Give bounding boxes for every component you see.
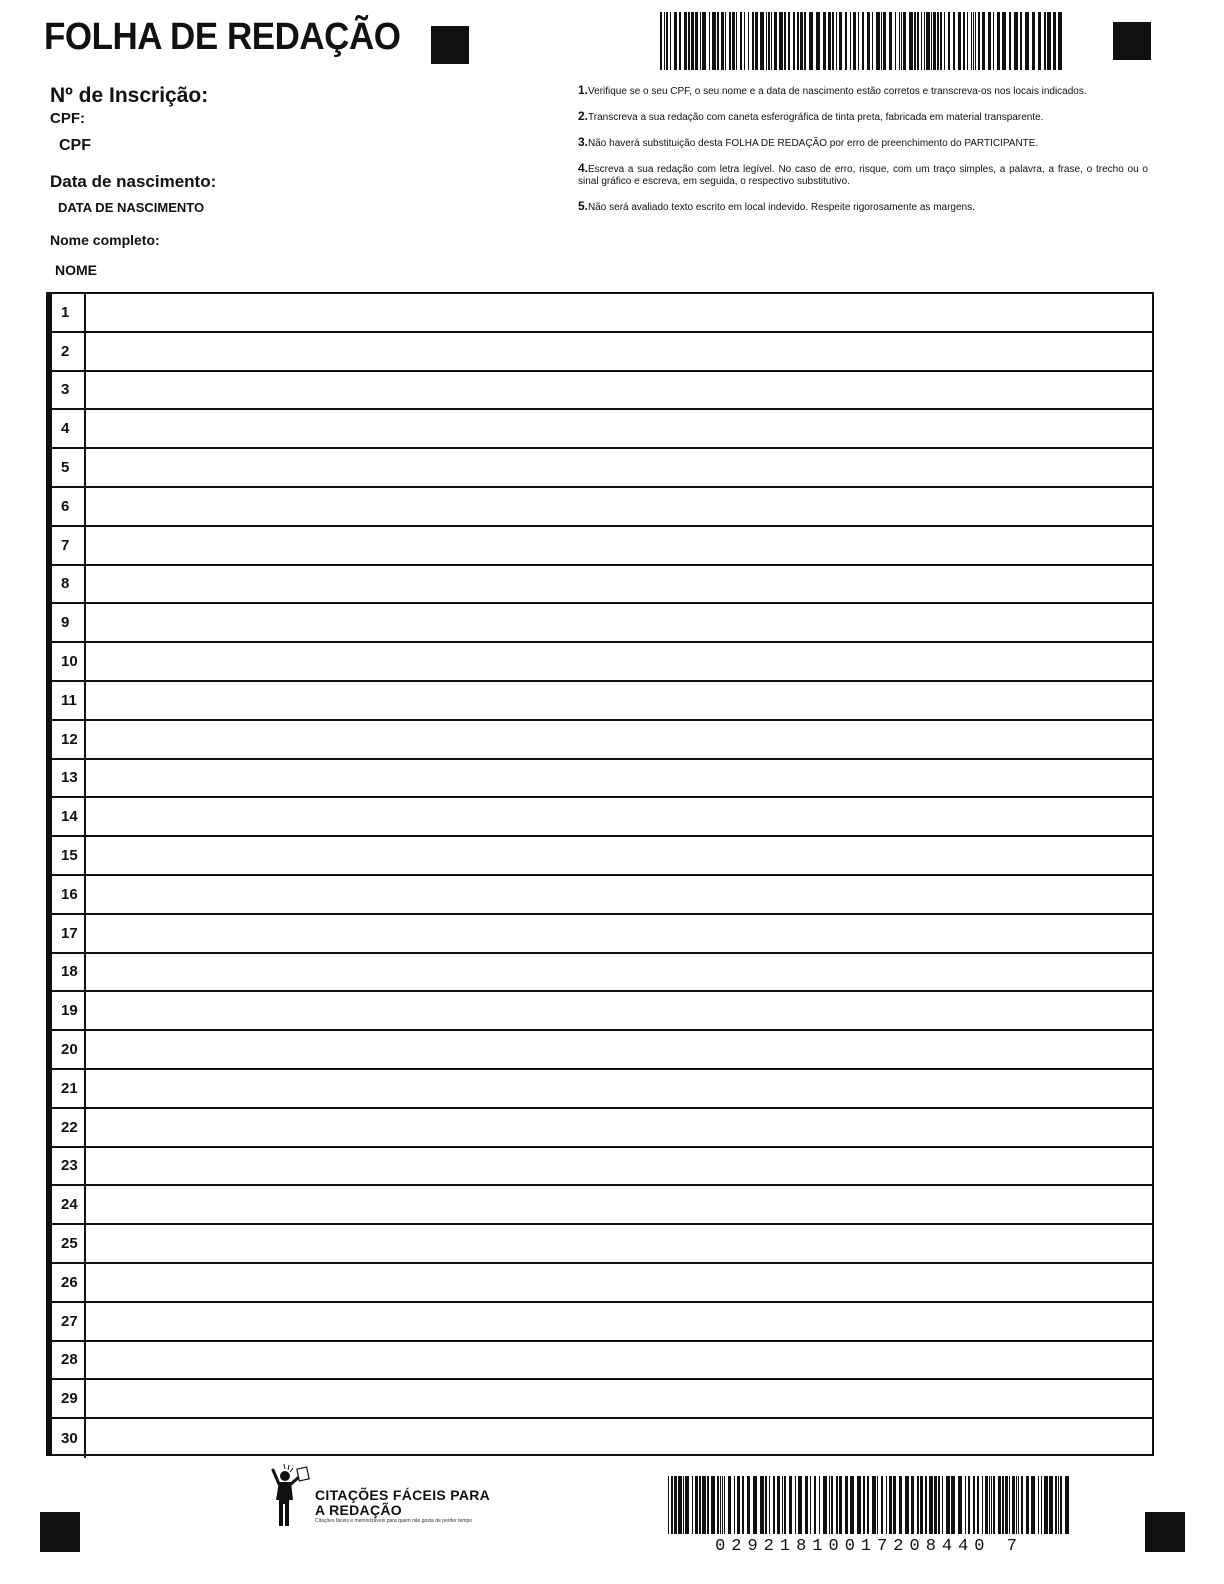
line-number: 18 <box>52 954 86 991</box>
barcode-bar <box>925 1476 927 1534</box>
barcode-bar <box>1058 1476 1059 1534</box>
barcode-bar <box>867 12 870 70</box>
writing-line[interactable] <box>48 992 1152 1031</box>
barcode-bar <box>678 1476 682 1534</box>
barcode-bar <box>774 12 777 70</box>
barcode-bar <box>809 12 813 70</box>
barcode-bar <box>982 1476 983 1534</box>
barcode-bar <box>850 12 851 70</box>
barcode-bar <box>1047 12 1051 70</box>
barcode-bar <box>664 12 665 70</box>
barcode-bar <box>901 12 902 70</box>
barcode-bar <box>982 12 985 70</box>
barcode-bar <box>744 12 745 70</box>
cpf-value: CPF <box>59 137 91 154</box>
barcode-bar <box>1012 1476 1015 1534</box>
writing-line[interactable] <box>48 643 1152 682</box>
writing-line[interactable] <box>48 488 1152 527</box>
name-value: NOME <box>55 262 97 278</box>
barcode-bar <box>784 12 786 70</box>
barcode-bar <box>917 1476 919 1534</box>
barcode-bar <box>666 12 668 70</box>
barcode-bar <box>988 12 991 70</box>
barcode-bar <box>736 12 737 70</box>
barcode-bar <box>977 1476 979 1534</box>
barcode-bar <box>920 1476 923 1534</box>
barcode-bar <box>779 12 783 70</box>
barcode-bar <box>816 12 820 70</box>
barcode-bar <box>881 12 882 70</box>
barcode-bar <box>823 1476 827 1534</box>
barcode-bar <box>831 1476 833 1534</box>
barcode-bar <box>711 1476 715 1534</box>
instruction-item: 2.Transcreva a sua redação com caneta esferográfica de tinta preta, fabricada em material transparente. <box>578 109 1044 123</box>
barcode-bar <box>728 1476 731 1534</box>
barcode-bar <box>717 12 719 70</box>
barcode-bar <box>877 1476 878 1534</box>
barcode-bar <box>985 1476 988 1534</box>
barcode-bar <box>1020 12 1022 70</box>
line-number: 15 <box>52 837 86 874</box>
barcode-bar <box>839 12 842 70</box>
cpf-label: CPF: <box>50 110 85 127</box>
line-number: 4 <box>52 410 86 447</box>
writing-area <box>46 292 1154 1456</box>
barcode-bar <box>737 1476 740 1534</box>
barcode-bar <box>683 1476 684 1534</box>
registration-mark-top-left <box>431 26 469 64</box>
barcode-bar <box>991 1476 992 1534</box>
barcode-bar <box>895 12 896 70</box>
barcode-bar <box>953 12 955 70</box>
barcode-bar <box>1065 1476 1069 1534</box>
barcode-bar <box>893 1476 896 1534</box>
brand-tagline: Citações fáceis e memorizáveis para quem não gosta de perder tempo <box>315 1518 473 1524</box>
barcode-bar <box>909 12 913 70</box>
barcode-bar <box>921 12 922 70</box>
barcode-bar <box>720 1476 721 1534</box>
barcode-bar <box>1041 1476 1042 1534</box>
barcode-bar <box>702 12 706 70</box>
barcode-bar <box>917 12 919 70</box>
instruction-item: 5.Não será avaliado texto escrito em local indevido. Respeite rigorosamente as margens. <box>578 199 975 213</box>
writing-line[interactable] <box>48 915 1152 954</box>
barcode-bar <box>926 12 930 70</box>
barcode-bar <box>1060 1476 1062 1534</box>
line-number: 27 <box>52 1303 86 1340</box>
writing-line[interactable] <box>48 954 1152 993</box>
barcode-bar <box>671 1476 673 1534</box>
barcode-bar <box>883 12 886 70</box>
writing-line[interactable] <box>48 1380 1152 1419</box>
barcode-bar <box>1026 1476 1029 1534</box>
writing-line[interactable] <box>48 798 1152 837</box>
barcode-bar <box>1014 12 1018 70</box>
barcode-bar <box>876 12 880 70</box>
barcode-bar <box>755 12 758 70</box>
line-number: 7 <box>52 527 86 564</box>
barcode-bar <box>965 1476 966 1534</box>
barcode-bar <box>829 1476 830 1534</box>
barcode-bar <box>850 1476 854 1534</box>
barcode-bar <box>931 12 932 70</box>
barcode-bar <box>729 12 731 70</box>
barcode-bar <box>1031 1476 1035 1534</box>
line-number: 26 <box>52 1264 86 1301</box>
barcode-bar <box>993 12 994 70</box>
barcode-bar <box>684 12 687 70</box>
line-number: 20 <box>52 1031 86 1068</box>
barcode-bar <box>1055 1476 1057 1534</box>
barcode-bar <box>929 1476 933 1534</box>
writing-line[interactable] <box>48 566 1152 605</box>
barcode-bar <box>958 1476 962 1534</box>
barcode-bar <box>944 12 945 70</box>
barcode-bar <box>973 1476 975 1534</box>
barcode-bar <box>836 1476 838 1534</box>
barcode-bar <box>797 12 799 70</box>
barcode-bar <box>709 12 710 70</box>
barcode-bar <box>973 12 974 70</box>
barcode-bar <box>724 1476 725 1534</box>
registration-mark-bottom-right <box>1145 1512 1185 1552</box>
writing-line[interactable] <box>48 760 1152 799</box>
barcode-number: 02921810017208440 7 <box>715 1537 1023 1556</box>
barcode-bar <box>989 1476 990 1534</box>
barcode-bar <box>819 1476 820 1534</box>
barcode-bar <box>971 12 972 70</box>
barcode-bar <box>700 12 701 70</box>
barcode-bar <box>685 1476 689 1534</box>
barcode-bar <box>768 12 770 70</box>
barcode-bar <box>1025 12 1029 70</box>
barcode-bar <box>881 1476 883 1534</box>
barcode-bar <box>752 12 754 70</box>
writing-line[interactable] <box>48 1186 1152 1225</box>
line-number: 30 <box>52 1419 86 1458</box>
barcode-bar <box>1053 12 1056 70</box>
barcode-bar <box>734 1476 735 1534</box>
barcode-bar <box>899 12 900 70</box>
barcode-bar <box>1038 1476 1039 1534</box>
barcode-bar <box>742 1476 744 1534</box>
barcode-bar <box>998 1476 1001 1534</box>
barcode-bar <box>905 1476 909 1534</box>
barcode-bar <box>1058 12 1062 70</box>
barcode-bar <box>832 12 834 70</box>
barcode-bar <box>934 1476 937 1534</box>
inscricao-label: Nº de Inscrição: <box>50 84 209 107</box>
writing-line[interactable] <box>48 372 1152 411</box>
barcode-bar <box>951 1476 955 1534</box>
barcode-bar <box>692 1476 693 1534</box>
line-number: 6 <box>52 488 86 525</box>
barcode-bar <box>722 1476 723 1534</box>
barcode-bar <box>760 1476 764 1534</box>
writing-line[interactable] <box>48 1264 1152 1303</box>
barcode-bar <box>788 12 790 70</box>
line-number: 14 <box>52 798 86 835</box>
writing-line[interactable] <box>48 721 1152 760</box>
barcode-bar <box>771 12 772 70</box>
writing-line[interactable] <box>48 1148 1152 1187</box>
barcode-bar <box>938 1476 940 1534</box>
instruction-item: 4.Escreva a sua redação com letra legível. No caso de erro, risque, com um traço simples, a palavra, a frase, o trecho ou o sinal gráfico e escreva, em seguida, o respectivo substitutivo. <box>578 161 1148 187</box>
barcode-bar <box>769 1476 770 1534</box>
barcode-bar <box>804 12 806 70</box>
barcode-bar <box>1018 1476 1019 1534</box>
barcode-bar <box>1049 1476 1053 1534</box>
barcode-bar <box>748 12 749 70</box>
name-label: Nome completo: <box>50 232 160 248</box>
writing-line[interactable] <box>48 1419 1152 1458</box>
barcode-bar <box>963 12 965 70</box>
barcode-bar <box>853 12 856 70</box>
barcode-bar <box>1002 1476 1004 1534</box>
line-number: 23 <box>52 1148 86 1185</box>
barcode-bar <box>1016 1476 1017 1534</box>
barcode-bar <box>1021 1476 1023 1534</box>
barcode-bar <box>1044 1476 1048 1534</box>
writing-line[interactable] <box>48 1109 1152 1148</box>
barcode-top <box>660 12 1062 70</box>
barcode-bar <box>782 1476 783 1534</box>
barcode-bar <box>660 12 662 70</box>
barcode-bar <box>997 12 1000 70</box>
barcode-bar <box>858 12 859 70</box>
line-number: 16 <box>52 876 86 913</box>
instruction-item: 1.Verifique se o seu CPF, o seu nome e a data de nascimento estão corretos e transcreva-os nos locais indicados. <box>578 83 1087 97</box>
barcode-bar <box>674 12 677 70</box>
barcode-bar <box>968 1476 970 1534</box>
writing-line[interactable] <box>48 1225 1152 1264</box>
barcode-bar <box>695 1476 698 1534</box>
line-number: 5 <box>52 449 86 486</box>
line-number: 8 <box>52 566 86 603</box>
barcode-bar <box>721 12 724 70</box>
line-number: 22 <box>52 1109 86 1146</box>
instruction-item: 3.Não haverá substituição desta FOLHA DE REDAÇÃO por erro de preenchimento do PARTICIPANTE. <box>578 135 1039 149</box>
writing-line[interactable] <box>48 294 1152 333</box>
barcode-bar <box>911 1476 914 1534</box>
barcode-bar <box>670 12 671 70</box>
writing-line[interactable] <box>48 333 1152 372</box>
barcode-bar <box>1009 1476 1010 1534</box>
barcode-bar <box>872 12 873 70</box>
barcode-bar <box>993 1476 995 1534</box>
barcode-bar <box>889 12 892 70</box>
barcode-bar <box>914 12 916 70</box>
barcode-bar <box>958 12 961 70</box>
barcode-bar <box>766 12 767 70</box>
barcode-bar <box>845 1476 848 1534</box>
barcode-bar <box>1044 12 1046 70</box>
barcode-bar <box>707 1476 709 1534</box>
barcode-bar <box>702 1476 706 1534</box>
barcode-bar <box>924 12 925 70</box>
line-number: 29 <box>52 1380 86 1417</box>
line-number: 21 <box>52 1070 86 1107</box>
barcode-bar <box>863 1476 865 1534</box>
barcode-bar <box>805 1476 808 1534</box>
barcode-bar <box>798 1476 802 1534</box>
person-holding-paper-icon <box>270 1462 312 1530</box>
barcode-bar <box>784 1476 786 1534</box>
line-number: 9 <box>52 604 86 641</box>
barcode-bar <box>839 1476 842 1534</box>
line-number: 2 <box>52 333 86 370</box>
brand-title: CITAÇÕES FÁCEIS PARA A REDAÇÃO <box>315 1487 491 1518</box>
barcode-bar <box>777 1476 780 1534</box>
barcode-bar <box>800 12 803 70</box>
barcode-bar <box>942 1476 943 1534</box>
writing-line[interactable] <box>48 837 1152 876</box>
writing-line[interactable] <box>48 1070 1152 1109</box>
barcode-bar <box>674 1476 677 1534</box>
line-number: 10 <box>52 643 86 680</box>
barcode-bar <box>740 12 742 70</box>
barcode-bar <box>948 12 950 70</box>
line-number: 19 <box>52 992 86 1029</box>
writing-line[interactable] <box>48 410 1152 449</box>
barcode-bar <box>789 1476 792 1534</box>
barcode-bar <box>946 1476 950 1534</box>
barcode-bar <box>845 12 847 70</box>
barcode-bar <box>732 12 735 70</box>
writing-line[interactable] <box>48 1303 1152 1342</box>
barcode-bar <box>814 1476 816 1534</box>
barcode-bar <box>857 1476 861 1534</box>
writing-line[interactable] <box>48 1031 1152 1070</box>
barcode-bar <box>872 1476 876 1534</box>
dob-label: Data de nascimento: <box>50 172 217 191</box>
barcode-bar <box>760 12 764 70</box>
barcode-bar <box>1032 12 1035 70</box>
line-number: 3 <box>52 372 86 409</box>
barcode-bar <box>688 12 690 70</box>
barcode-bar <box>978 12 980 70</box>
barcode-bar <box>765 1476 767 1534</box>
barcode-bar <box>679 12 681 70</box>
line-number: 25 <box>52 1225 86 1262</box>
barcode-bar <box>889 1476 892 1534</box>
line-number: 12 <box>52 721 86 758</box>
page-title: FOLHA DE REDAÇÃO <box>44 16 401 58</box>
writing-line[interactable] <box>48 682 1152 721</box>
writing-line[interactable] <box>48 527 1152 566</box>
barcode-bar <box>899 1476 902 1534</box>
dob-value: DATA DE NASCIMENTO <box>58 200 205 215</box>
registration-mark-bottom-left <box>40 1512 80 1552</box>
barcode-bar <box>773 1476 775 1534</box>
barcode-bar <box>695 12 698 70</box>
barcode-bar <box>886 1476 887 1534</box>
barcode-bar <box>1005 1476 1008 1534</box>
line-number: 28 <box>52 1342 86 1379</box>
barcode-bar <box>691 12 694 70</box>
barcode-bar <box>747 1476 750 1534</box>
barcode-bar <box>823 12 826 70</box>
barcode-bar <box>1009 12 1011 70</box>
barcode-bar <box>1038 12 1041 70</box>
barcode-bar <box>933 12 936 70</box>
line-number: 17 <box>52 915 86 952</box>
writing-line[interactable] <box>48 604 1152 643</box>
barcode-bar <box>668 1476 669 1534</box>
barcode-bar <box>725 12 726 70</box>
barcode-bar <box>940 12 942 70</box>
barcode-bar <box>810 1476 811 1534</box>
barcode-bar <box>753 1476 757 1534</box>
line-number: 11 <box>52 682 86 719</box>
barcode-bar <box>975 12 976 70</box>
barcode-bar <box>967 12 968 70</box>
line-number: 24 <box>52 1186 86 1223</box>
registration-mark-top-right <box>1113 22 1151 60</box>
barcode-bar <box>836 12 837 70</box>
barcode-bar <box>1002 12 1006 70</box>
barcode-bar <box>867 1476 869 1534</box>
barcode-bar <box>793 12 795 70</box>
writing-line[interactable] <box>48 449 1152 488</box>
barcode-bar <box>903 12 906 70</box>
writing-line[interactable] <box>48 876 1152 915</box>
instructions-list <box>578 84 1148 226</box>
barcode-bar <box>699 1476 701 1534</box>
barcode-bar <box>828 12 831 70</box>
barcode-bar <box>937 12 939 70</box>
barcode-bar <box>717 1476 719 1534</box>
line-number: 1 <box>52 294 86 331</box>
line-number: 13 <box>52 760 86 797</box>
barcode-bar <box>862 12 864 70</box>
barcode-bar <box>712 12 716 70</box>
barcode-bottom <box>668 1476 1070 1534</box>
writing-line[interactable] <box>48 1342 1152 1381</box>
barcode-bar <box>795 1476 796 1534</box>
